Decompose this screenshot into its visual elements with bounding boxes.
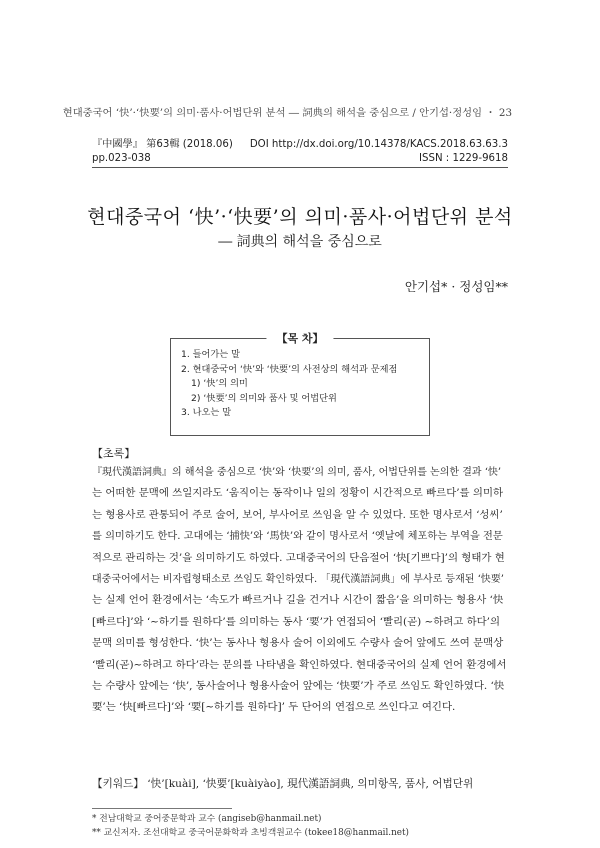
footnote: * 전남대학교 중어중문학과 교수 (angiseb@hanmail.net) [92,814,322,824]
toc-item: 3. 나오는 말 [181,407,232,418]
abstract [92,462,508,719]
paper-title: 현대중국어 ‘快’·‘快要’의 의미·품사·어법단위 분석 [87,206,513,228]
authors: 안기섭* · 정성임** [404,279,508,294]
abstract-line: 要’는 ‘快[빠르다]’와 ‘要[∼하기를 원하다]’ 두 단어의 연접으로 쓰인다고 여긴다. [92,701,456,714]
journal-info: 『中國學』 第63輯 (2018.06) [92,139,233,150]
abstract-line: 적으로 관리하는 것’을 의미하기도 하였다. 고대중국어의 단음절어 ‘快[기쁘다]’의 형태가 현 [92,551,505,564]
toc-subitem: 2) ‘快要’의 의미와 품사 및 어법단위 [191,392,337,404]
doi-link[interactable]: DOI http://dx.doi.org/10.14378/KACS.2018.63.63.3 [249,139,508,150]
toc-subitem: 1) ‘快’의 의미 [191,378,248,389]
abstract-line: 대중국어에서는 비자립형태소로 쓰임도 확인하였다. 「現代漢語詞典」에 부사로 등재된 ‘快要’ [92,574,504,586]
page-range: pp.023-038 [92,153,151,164]
abstract-line: 는 수량사 앞에는 ‘快’, 동사술어나 형용사술어 앞에는 ‘快要’가 주로 쓰임도 확인하였다. ‘快 [92,680,505,693]
footnote-divider [92,808,232,809]
footnote: ** 교신저자. 조선대학교 중국어문화학과 초빙객원교수 (tokee18@hanmail.net) [92,828,409,838]
footnotes [92,812,512,840]
abstract-line: 『現代漢語詞典』의 해석을 중심으로 ‘快’와 ‘快要’의 의미, 품사, 어법단위를 논의한 결과 ‘快’ [92,467,502,478]
abstract-line: 는 형용사로 관통되어 주로 술어, 보어, 부사어로 쓰임을 알 수 있었다. 또한 명사로서 ‘성씨’ [92,508,503,521]
publication-info [92,138,508,166]
toc-item: 2. 현대중국어 ‘快’와 ‘快要’의 사전상의 해석과 문제점 [181,363,398,375]
running-head: 현대중국어 ‘快’·‘快要’의 의미·품사·어법단위 분석 ― 詞典의 해석을 중심으로 / 안기섭·정성임 ・ 23 [62,107,512,119]
toc-item: 1. 들어가는 말 [181,349,240,360]
keywords: 【키워드】 ‘快’[kuài], ‘快要’[kuàiyào], 現代漢語詞典, 의미항목, 품사, 어법단위 [92,778,474,790]
abstract-line: 는 실제 언어 환경에서는 ‘속도가 빠르거나 길을 건거나 시간이 짧음’을 의미하는 형용사 ‘快 [92,594,504,607]
abstract-heading: 【초록】 [92,447,136,460]
table-of-contents [170,332,430,436]
abstract-line: 문맥 의미를 형성한다. ‘快’는 동사나 형용사 술어 이외에도 수량사 술어 앞에도 쓰여 문맥상 [92,637,504,650]
header-divider [92,167,508,168]
toc-title: 【목 차】 [266,330,333,346]
abstract-line: ‘빨리(곧)∼하려고 하다’라는 문의를 나타냄을 확인하였다. 현대중국어의 실제 언어 환경에서 [92,658,507,671]
issn: ISSN : 1229-9618 [419,153,508,164]
paper-subtitle: ― 詞典의 해석을 중심으로 [218,234,382,250]
abstract-line: [빠르다]’와 ‘∼하기를 원하다’를 의미하는 동사 ‘要’가 연접되어 ‘빨리(곧) ∼하려고 하다’의 [92,615,501,628]
abstract-line: 는 어떠한 문맥에 쓰일지라도 ‘움직이는 동작이나 일의 정황이 시간적으로 빠르다’를 의미하 [92,487,504,500]
abstract-line: 를 의미하기도 한다. 고대에는 ‘捕快’와 ‘馬快’와 같이 명사로서 ‘옛날에 체포하는 부역을 전문 [92,531,503,543]
